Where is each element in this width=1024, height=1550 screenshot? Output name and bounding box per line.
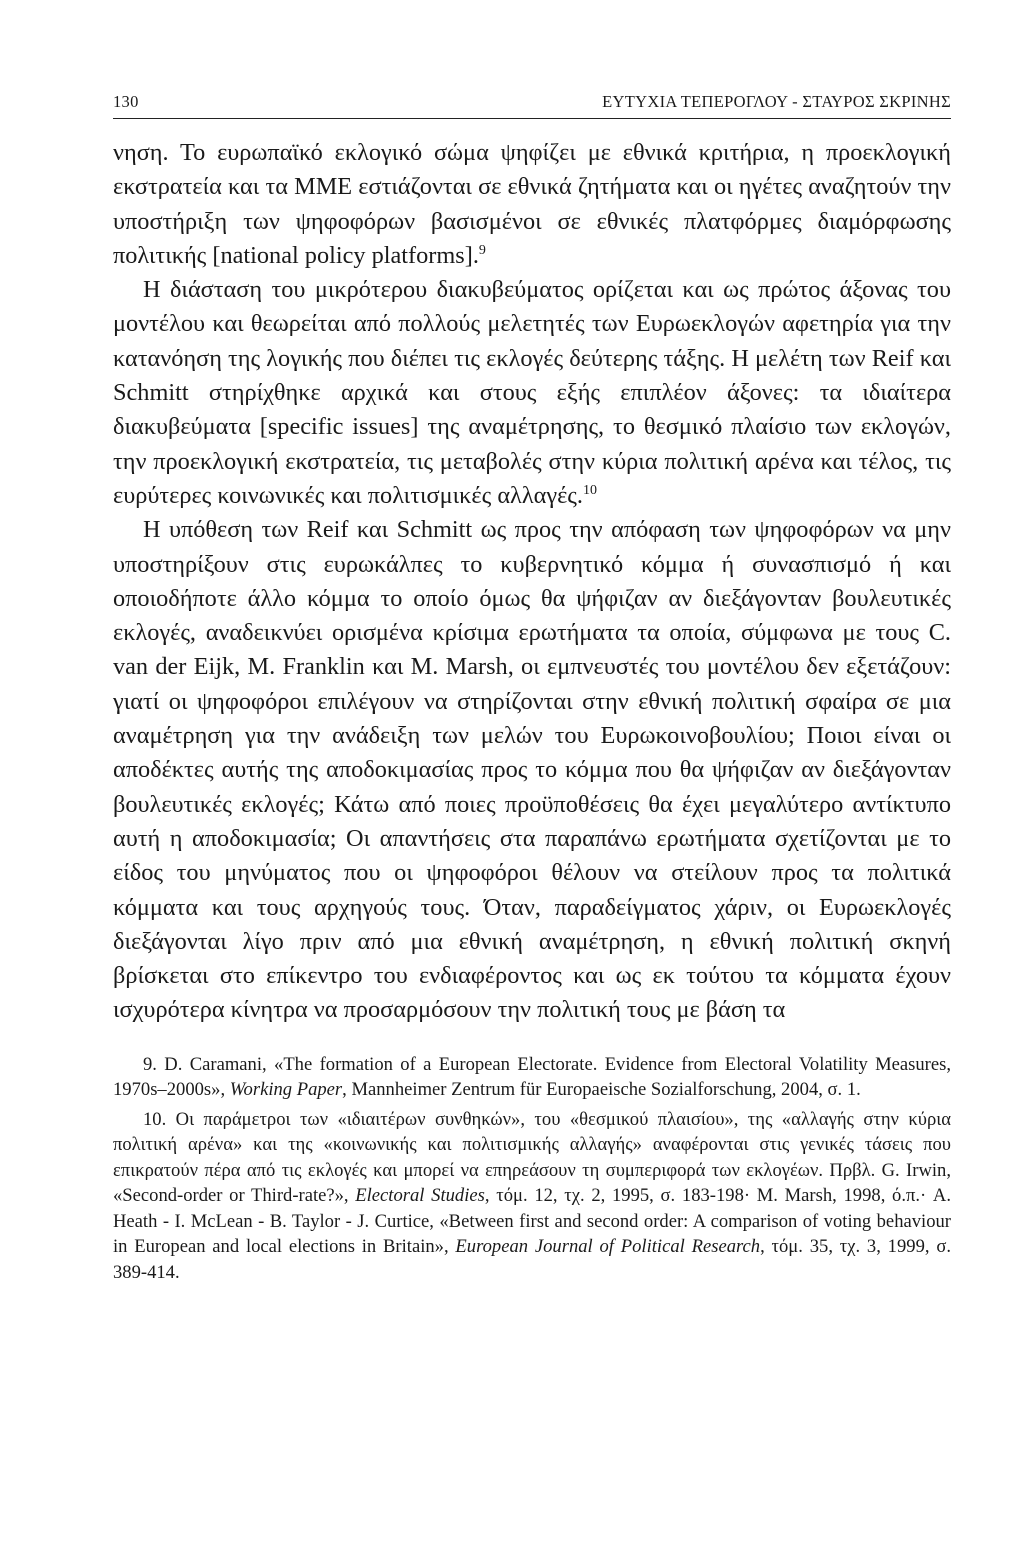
footnote-9-text-b: , Mannheimer Zentrum für Europaeische Sozialforschung, 2004, σ. 1.: [342, 1079, 861, 1101]
paragraph-3: [113, 513, 951, 1027]
footnote-10-text-b: , τόμ. 12, τχ. 2, 1995, σ. 183-198· M. Marsh, 1998, ό.π.· A. Heath - I. McLean - B. Taylor - J. Curtice, «Between first and second order: A comparison of voting behaviour in European and local elections in Britain»,: [113, 1185, 951, 1258]
paragraph-1-text: νηση. Το ευρωπαϊκό εκλογικό σώμα ψηφίζει με εθνικά κριτήρια, η προεκλογική εκστρατεία και τα ΜΜΕ εστιάζονται σε εθνικά ζητήματα και οι ηγέτες αναζητούν την υποστήριξη των ψηφοφόρων βασισμένοι σε εθνικές πλατφόρμες διαμόρφωσης πολιτικής [national policy platforms].: [113, 139, 951, 269]
body-text: [113, 136, 951, 1028]
page-number: 130: [113, 92, 139, 111]
footnote-ref-10: 10: [582, 482, 597, 498]
paragraph-3-text: Η υπόθεση των Reif και Schmitt ως προς την απόφαση των ψηφοφόρων να μην υποστηρίξουν στις ευρωκάλπες το κυβερνητικό κόμμα ή συνασπισμό ή και οποιοδήποτε άλλο κόμμα το οποίο όμως θα ψήφιζαν αν διεξάγονταν βουλευτικές εκλογές, αναδεικνύει ορισμένα κρίσιμα ερωτήματα τα οποία, σύμφωνα με τους C. van der Eijk, M. Franklin και M. Marsh, οι εμπνευστές του μοντέλου δεν εξετάζουν: γιατί οι ψηφοφόροι επιλέγουν να στηρίζονται στην εθνική πολιτική σφαίρα σε μια αναμέτρηση για την ανάδειξη των μελών του Ευρωκοινοβουλίου; Ποιοι είναι οι αποδέκτες αυτής της αποδοκιμασίας προς το κόμμα που θα ψήφιζαν αν διεξάγονταν βουλευτικές εκλογές; Κάτω από ποιες προϋποθέσεις θα έχει μεγαλύτερο αντίκτυπο αυτή η αποδοκιμασία; Οι απαντήσεις στα παραπάνω ερωτήματα σχετίζονται με το είδος του μηνύματος που οι ψηφοφόροι θέλουν να στείλουν προς τα πολιτικά κόμματα και τους αρχηγούς τους. Όταν, παραδείγματος χάριν, οι Ευρωεκλογές διεξάγονται λίγο πριν από μια εθνική αναμέτρηση, η εθνική πολιτική σκηνή βρίσκεται στο επίκεντρο του ενδιαφέροντος και ως εκ τούτου τα κόμματα έχουν ισχυρότερα κίνητρα να προσαρμόσουν την πολιτική τους με βάση τα: [113, 516, 951, 1024]
running-title: ΕΥΤΥΧΙΑ ΤΕΠΕΡΟΓΛΟΥ - ΣΤΑΥΡΟΣ ΣΚΡΙΝΗΣ: [602, 92, 951, 111]
paragraph-1: [113, 136, 951, 273]
footnote-10-italic-a: Electoral Studies: [355, 1185, 485, 1207]
footnote-9-italic: Working Paper: [229, 1079, 343, 1101]
footnote-10-italic-b: European Journal of Political Research: [455, 1236, 761, 1258]
footnote-10-text-c: , τόμ. 35, τχ. 3, 1999, σ. 389-414.: [113, 1236, 951, 1283]
footnote-ref-9: 9: [478, 242, 486, 258]
footnotes: [113, 1052, 951, 1286]
book-page: [113, 92, 951, 1289]
footnote-9: [113, 1052, 951, 1103]
footnote-10: [113, 1107, 951, 1286]
paragraph-2: [113, 273, 951, 513]
paragraph-2-text: Η διάσταση του μικρότερου διακυβεύματος ορίζεται και ως πρώτος άξονας του μοντέλου και θεωρείται από πολλούς μελετητές των Ευρωεκλογών αφετηρία για την κατανόηση της λογικής που διέπει τις εκλογές δεύτερης τάξης. Η μελέτη των Reif και Schmitt στηρίχθηκε αρχικά και στους εξής επιπλέον άξονες: τα ιδιαίτερα διακυβεύματα [specific issues] της αναμέτρησης, το θεσμικό πλαίσιο των εκλογών, την προεκλογική εκστρατεία, τις μεταβολές στην κύρια πολιτική αρένα και τέλος, τις ευρύτερες κοινωνικές και πολιτισμικές αλλαγές.: [113, 276, 951, 509]
running-header: [113, 92, 951, 119]
footnote-9-text-a: 9. D. Caramani, «The formation of a European Electorate. Evidence from Electoral Volatility Measures, 1970s–2000s»,: [113, 1053, 951, 1101]
footnote-10-text-a: 10. Οι παράμετροι των «ιδιαιτέρων συνθηκών», του «θεσμικού πλαισίου», της «αλλαγής στην κύρια πολιτική αρένα» και της «κοινωνικής και πολιτισμικής αλλαγής» αναφέρονται στις γενικές τάσεις που επικρατούν πέρα από τις εκλογές και μπορεί να επηρεάσουν τη συμπεριφορά των εκλογέων. Πρβλ. G. Irwin, «Second-order or Third-rate?»,: [113, 1108, 951, 1207]
